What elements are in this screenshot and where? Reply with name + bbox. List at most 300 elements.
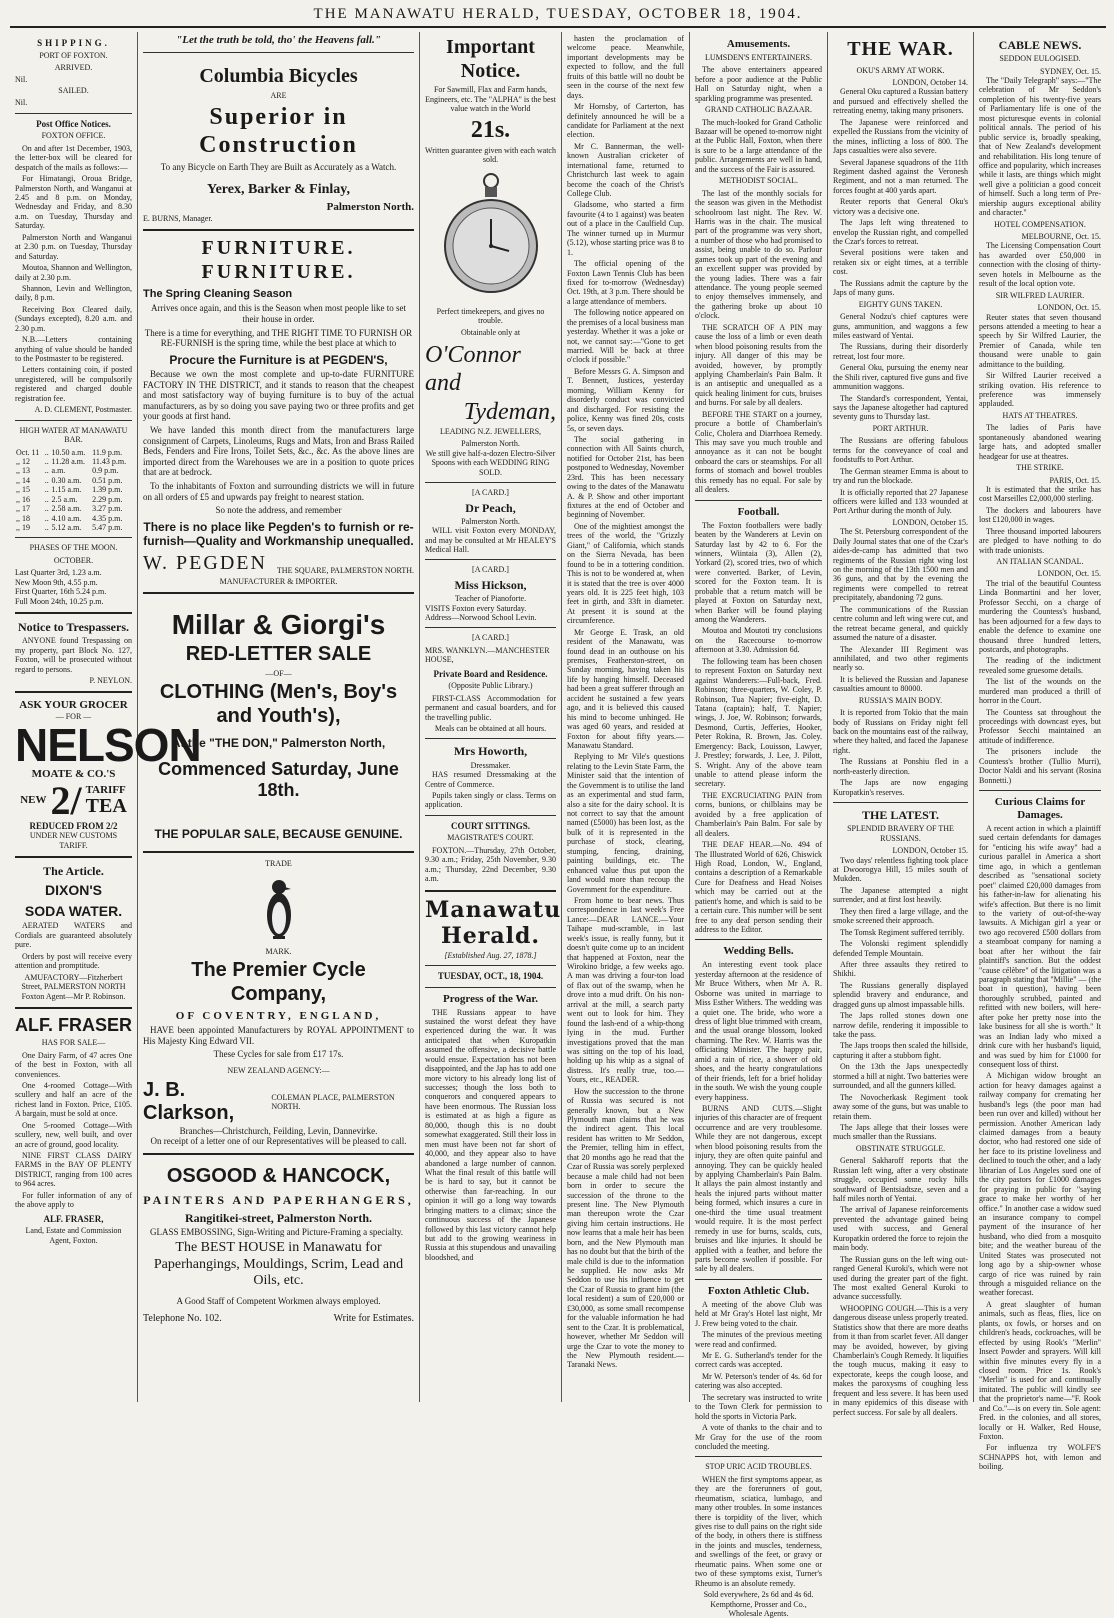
jewellers-line: LEADING N.Z. JEWELLERS, [425, 427, 556, 436]
news-item: Mr Hornsby, of Carterton, has definitely announced he will be a candidate for Parliament at the next election. [567, 102, 684, 140]
war-item: The Standard's correspondent, Yentai, says the Japanese altogether had captured seventy guns to Thursday last. [833, 394, 968, 422]
clarkson-name: J. B. Clarkson, [143, 1079, 271, 1126]
hotel-heading: HOTEL COMPENSATION. [979, 220, 1101, 229]
curious-text: A recent action in which a plaintiff sued certain defendants for damages for "enticing his wife away" had a curious parallel in America a short time ago, in which a gentleman described as "sensational society poet" claimed £20,000 damages from his father-in-law for alienating his wife's affection. But there is no limit to the variety of out-of-the-way lawsuits. A Michigan girl a year or two ago recovered £500 dollars from a steamboat company for naming a boat after her without the fair plaintiff's sanction. But the oddest "cause célèbre" of the litigation was a paragraph stating that "Millie" — (the boat in question), having been thoroughly scrubbed, painted and refitted with new boilers, will here-after poke her pretty nose into the lake business for all she is worth." It was an Indian lady who mixed a drink cure with her husband's liquid, and was sued by him for £1000 for consequent loss of thirst. [979, 824, 1101, 1069]
athletic-text: Mr W. Peterson's tender of 4s. 6d for catering was also accepted. [695, 1372, 822, 1391]
clarkson-branches: Branches—Christchurch, Feilding, Levin, Dannevirke. [143, 1126, 414, 1137]
curious-heading: Curious Claims for Damages. [979, 796, 1101, 822]
tide-cell: ,, 18 [15, 514, 44, 523]
post-text: Receiving Box Cleared daily, (Sundays excepted), 8.20 a.m. and 2.30 p.m. [15, 305, 132, 333]
tide-cell: 4.35 p.m. [91, 514, 132, 523]
column-1 [10, 32, 138, 1402]
tide-cell: ,, 19 [15, 523, 44, 532]
tide-cell: 10.50 a.m. [51, 448, 92, 457]
shipping-heading: SHIPPING. [15, 38, 132, 49]
tide-cell: 11.43 p.m. [91, 457, 132, 466]
cable-item: Three thousand imported labourers are pledged to have nothing to do with trade unionists. [979, 527, 1101, 555]
tide-cell: 0.9 p.m. [91, 466, 132, 475]
dateline: PARIS, Oct. 15. [979, 476, 1101, 485]
progress-text: THE Russians appear to have sustained the worst defeat they have experienced during the war. It was anticipated that when Kuropatkin assumed the offensive, a decisive battle would ensue. Expectation has not been disappointed, and the Jap has to add one more victory to his already long list of successes; though the loss both to conquerors and conquered appears to have been enormous. The Russian loss is estimated at as high a figure as 80,000, though this is no doubt somewhat exaggerated. Still their loss in men must have been not far short of 40,000, and they appear also to have abandoned a large number of cannon. What the final result of this battle will be is hard to say, but it cannot be otherwise than far-reaching. In our opinion it will go a long way towards bringing matters to a climax; since the continuous success of the Japanese followed by this last victory cannot help but add to the growing weariness in Russia at this stupendous and unavailing bloodshed, and [425, 1008, 556, 1263]
card-label: [A CARD.] [425, 633, 556, 642]
dateline: LONDON, Oct. 15. [979, 569, 1101, 578]
yerex-title: Yerex, Barker & Finlay, [143, 182, 414, 199]
dressmaker: Dressmaker. [425, 761, 556, 770]
news-item: One of the mightiest amongst the trees of the world, the "Grizzly Giant," of California, which stands on the Sierra Nevada, has been found to be in a tottering condition. This is not to be wondered at, when it is stated that the tree is over 4000 years old. It is 225 feet high, 103 feet in girth, and 33ft in diameter. At present it is sound at the circumference. [567, 522, 684, 626]
war-item: The Russians, during their disorderly retreat, lost four more. [833, 342, 968, 361]
tide-cell: Oct. 11 [15, 448, 44, 457]
tide-cell: 2.58 a.m. [51, 504, 92, 513]
uric-heading: STOP URIC ACID TROUBLES. [695, 1462, 822, 1471]
nelson-under: UNDER NEW CUSTOMS TARIFF. [15, 831, 132, 850]
stock-line: We still give half-a-dozen Electro-Silver Spoons with each WEDDING RING SOLD. [425, 449, 556, 477]
soda-orders: Orders by post will receive every attention and promptitude. [15, 952, 132, 971]
important-title: Important Notice. [425, 36, 556, 83]
cable-item: The Countess sat throughout the proceedings with downcast eyes, but Professor Secchi maintained an attitude of indifference. [979, 708, 1101, 746]
hickson-name: Miss Hickson, [425, 578, 556, 592]
post-text: On and after 1st December, 1903, the letter-box will be cleared for despatch of the mails as follows:— [15, 144, 132, 172]
tide-row [15, 485, 132, 494]
war-item: The German steamer Emma is about to try and run the blockade. [833, 467, 968, 486]
post-text: N.B.—Letters containing anything of value should be handed to the Postmaster to be registered. [15, 335, 132, 363]
foxton-office: FOXTON OFFICE. [15, 131, 132, 140]
war-item: General Oku, pursuing the enemy near the Shili river, captured five guns and five ammunition waggons. [833, 363, 968, 391]
war-heading: THE WAR. [833, 38, 968, 62]
dateline: LONDON, October 14. [833, 78, 968, 87]
glass-text: GLASS EMBOSSING, Sign-Writing and Picture-Framing a specialty. [143, 1227, 414, 1238]
established-line: [Established Aug. 27, 1878.] [425, 951, 556, 960]
spring-title: The Spring Cleaning Season [143, 288, 414, 301]
nelson-sub: MOATE & CO.'S [15, 768, 132, 781]
tide-cell: .. [44, 495, 51, 504]
tide-heading: HIGH WATER AT MANAWATU BAR. [15, 426, 132, 445]
fraser-item: One Dairy Farm, of 47 acres One of the best in Foxton, with all conveniences. [15, 1051, 132, 1079]
whooping-text: WHOOPING COUGH.—This is a very dangerous disease unless properly treated. Statistics show that there are more deaths from it than from scarlet fever. All danger may be avoided, however, by giving Chamberlain's Cough Remedy. It liquifies the tough mucus, making it easy to expectorate, keeps the cough loose, and makes the paroxysms of coughing less frequent and less severe. It has been used in many epidemics of this disease with perfect success. For sale by all dealers. [833, 1304, 968, 1417]
news-item: Replying to Mr Vile's questions relating to the Levin State Farm, the Minister said that the intention of the Government is to utilise the land as an experimental and stud farm, also a site for the dairy school. It is not correct to say that the amount named (£5000) has been lost, as the bulk of it is represented in the purchase of stock, clearing, stumping, fencing, draining, painting buildings, etc. The enhanced value thus put upon the land would more than recoup the Government for the expenditure. [567, 752, 684, 894]
howorth-text: HAS resumed Dressmaking at the Centre of Commerce. [425, 770, 556, 789]
clothing-title: CLOTHING (Men's, Boy's and Youth's), [143, 681, 414, 728]
tide-cell: 11.9 p.m. [91, 448, 132, 457]
news-item: The official opening of the Foxton Lawn Tennis Club has been fixed for to-morrow (Wednesday) Oct. 19th, at 3 p.m. There should be a large attendance of members. [567, 259, 684, 306]
war-item: The Japs are now engaging Kuropatkin's reserves. [833, 778, 968, 797]
athletic-text: The minutes of the previous meeting were read and confirmed. [695, 1330, 822, 1349]
tide-row [15, 448, 132, 457]
sailed-label: SAILED. [15, 86, 132, 95]
popular-line: THE POPULAR SALE, BECAUSE GENUINE. [143, 827, 414, 841]
war-item: The Japs rolled stones down one narrow defile, rendering it impossible to take the pass. [833, 1011, 968, 1039]
seddon-heading: SEDDON EULOGISED. [979, 54, 1101, 63]
italian-heading: AN ITALIAN SCANDAL. [979, 557, 1101, 566]
article-heading: The Article. [15, 864, 132, 878]
war-item: The Russians admit the capture by the Japs of many guns. [833, 279, 968, 298]
pegden-text: To the inhabitants of Foxton and surrounding districts we will in future on all orders of £5 and upwards pay freight to nearest station. [143, 481, 414, 502]
column-2 [138, 32, 420, 1402]
don-line: At the "THE DON," Palmerston North, [143, 736, 414, 750]
pupils-line: Pupils taken singly or class. Terms on application. [425, 791, 556, 810]
procure-line: Procure the Furniture is at PEGDEN'S, [143, 353, 414, 367]
war-item: The St. Petersburg correspondent of the Daily Journal states that one of the Czar's aides-de-camp has admitted that two regiments of the Russian right wing lost on the morning of the 13th 1500 men and 36 guns, and that by the evening the regiments were compelled to retreat precipitately, abandoning 72 guns. [833, 527, 968, 603]
commenced-line: Commenced Saturday, June 18th. [143, 759, 414, 801]
war-item: General Oku captured a Russian battery and pursued and effectively shelled the retreating enemy, taking many prisoners. [833, 87, 968, 115]
nelson-tea-ad [15, 699, 132, 850]
magistrate-heading: MAGISTRATE'S COURT. [425, 833, 556, 842]
osgood-title: OSGOOD & HANCOCK, [143, 1165, 414, 1189]
news-item: The following notice appeared on the premises of a local business man yesterday. Whether it was a joke or not, we cannot say:—"Gone to get married. Will be back at three o'clock if possible." [567, 308, 684, 365]
court-heading: COURT SITTINGS. [425, 821, 556, 832]
lumsden-heading: LUMSDEN'S ENTERTAINERS. [695, 53, 822, 62]
tide-cell: .. [44, 466, 51, 475]
war-item: Several Japanese squadrons of the 11th Regiment dashed against the Veronesh Regiment, and not a man returned. The forces fought at 400 yards apart. [833, 158, 968, 196]
pocket-watch-icon [425, 171, 556, 301]
penguin-trademark-icon [143, 873, 414, 943]
catholic-text: The much-looked for Grand Catholic Bazaar will be opened to-morrow night at the Public Hall, Foxton, when there is sure to be a large attendance of the public. Arrangements are well in hand, and the success of the Fair is assured. [695, 118, 822, 175]
jewellers-place: Palmerston North. [425, 439, 556, 448]
war-item: The Russians at Ponshiu fled in a north-easterly direction. [833, 757, 968, 776]
hickson-sub: Teacher of Pianoforte. [425, 594, 556, 603]
tide-cell: 11.28 a.m. [51, 457, 92, 466]
staff-line: A Good Staff of Competent Workmen always employed. [143, 1296, 414, 1307]
war-item: It is reported from Tokio that the main body of Russians on Friday night fell back on the mountains east of the railway, where they halted, and faced the Japanese right. [833, 708, 968, 755]
cable-item: The dockers and labourers have lost £120,000 in wages. [979, 506, 1101, 525]
tide-cell: ,, 17 [15, 504, 44, 513]
cable-item: Reuter states that seven thousand persons attended a meeting to hear a speech by Sir Wilfred Laurier, the Premier of Canada, while ten thousand were unable to gain admittance to the building. [979, 313, 1101, 370]
redletter-of: —OF— [143, 669, 414, 678]
trade-label: TRADE [143, 859, 414, 868]
athletic-text: Mr E. G. Sutherland's tender for the correct cards was accepted. [695, 1351, 822, 1370]
war-item: The Russian guns on the left wing out-ranged General Kuroki's, which were not used during the greater part of the fight. The most exalted General Kuroki to advance successfully. [833, 1255, 968, 1302]
burns-text: BURNS AND CUTS.—Slight injuries of this character are of frequent occurrence and are very troublesome. While they are not dangerous, except when blood poisoning results from the injury, they are often quite painful and annoying. They can be quickly healed by applying Chamberlain's Pain Balm. It allays the pain almost instantly and heals the injured parts without matter being formed, which insures a cure in one-third the time usual treatment would require. It is the most perfect remedy in use for burns, scalds, cuts, bruises and like injuries. It should be applied with a feather, and before the parts become swollen if possible. For sale by all dealers. [695, 1104, 822, 1274]
yerex-place: Palmerston North. [143, 201, 414, 214]
athletic-text: The secretary was instructed to write to the Town Clerk for permission to hold the sports in Victoria Park. [695, 1393, 822, 1421]
tide-row [15, 504, 132, 513]
tide-cell: 2.5 a.m. [51, 495, 92, 504]
guns-heading: EIGHTY GUNS TAKEN. [833, 300, 968, 309]
tide-cell: 3.27 p.m. [91, 504, 132, 513]
pegden-slogan: There is no place like Pegden's to furnish or re-furnish—Quality and Workmanship unequalled. [143, 520, 414, 548]
howorth-name: Mrs Howorth, [425, 744, 556, 758]
war-item: The Japanese were reinforced and expelled the Russians from the vicinity of the mines, inflicting a loss of 800. The Japs casualties were also severe. [833, 118, 968, 156]
lumsden-text: The above entertainers appeared before a poor audience at the Public Hall on Saturday night, when a sparkling programme was presented. [695, 65, 822, 103]
columbia-are: ARE [143, 91, 414, 100]
column-3 [420, 32, 562, 1402]
arthur-heading: PORT ARTHUR. [833, 424, 968, 433]
premier-title: The Premier Cycle Company, [143, 959, 414, 1006]
war-item: Several positions were taken and retaken six or eight times, at a terrible cost. [833, 248, 968, 276]
post-text: Shannon, Levin and Wellington, daily, 8 p.m. [15, 284, 132, 303]
column-6 [828, 32, 974, 1402]
uric-text: WHEN the first symptoms appear, as they are the forerunners of gout, rheumatism, sciatica, lumbago, and many other troubles. In some instances there is torpidity of the liver, which gives rise to dull pains on the right side of the body, in others there is stiffness in the joints and muscles, tenderness, and swellings of the feet, or gravy or rheumatic pains. When some one or two of these symptoms exist, Turner's Rheumo is an absolute remedy. [695, 1475, 822, 1588]
clarkson-address: COLEMAN PLACE, PALMERSTON NORTH. [271, 1093, 414, 1112]
dateline: LONDON, October 15. [833, 846, 968, 855]
watch-price: 21s. [425, 116, 556, 144]
tide-cell: .. [44, 448, 51, 457]
tide-cell: ,, 14 [15, 476, 44, 485]
cable-item: The trial of the beautiful Countess Linda Bonmartini and her lover, Professor Secchi, on a charge of murdering the Countess's husband, has been adjourned for a few days to enable the defence to examine one thousand three hundred letters, postcards, and photographs. [979, 579, 1101, 655]
tide-cell: .. [44, 457, 51, 466]
nelson-brand: NELSON [15, 722, 132, 768]
kemp-line: Kempthorne, Prosser and Co., Wholesale Agents. [695, 1600, 822, 1618]
important-text: For Sawmill, Flax and Farm hands, Engineers, etc. The "ALPHA" is the best value watch in the World [425, 85, 556, 113]
arrived-value: Nil. [15, 75, 132, 84]
trespass-heading: Notice to Trespassers. [15, 620, 132, 634]
moon-phase: Full Moon 24th, 10.25 p.m. [15, 597, 132, 606]
moon-phase: Last Quarter 3rd, 1.23 a.m. [15, 568, 132, 577]
athletic-text: A vote of thanks to the chair and to Mr Gray for the use of the room concluded the meeting. [695, 1423, 822, 1451]
spring-text: Arrives once again, and this is the Season when most people like to set their house in order. [143, 303, 414, 324]
tide-cell: 0.51 p.m. [91, 476, 132, 485]
post-text: For Himatangi, Oroua Bridge, Palmerston North, and Wanganui at 2.45 and 8 p.m. on Monday, Wednesday and Friday, and 8.30 a.m. on Tuesday, Thursday and Saturday. [15, 174, 132, 231]
tide-cell: ,, 13 [15, 466, 44, 475]
moon-heading: PHASES OF THE MOON. [15, 543, 132, 552]
cable-item: The "Daily Telegraph" says:—"The celebration of Mr Seddon's completion of his twenty-five years of Parliamentary life is one of the most picturesque events in colonial political annals. The period of his public service is, broadly speaking, that of New Zealand's development and rehabilitation. His long tenure of office and popularity, which increases while it lasts, are things which might well give a politician a good conceit of himself. Such a long term of Pre-miership augurs exceptional ability and character." [979, 76, 1101, 218]
fraser-item: One 5-roomed Cottage—With scullery, new, well built, and over an acre of ground, good locality. [15, 1121, 132, 1149]
soda-text: AERATED WATERS and Cordials are guaranteed absolutely pure. [15, 921, 132, 949]
tide-cell: .. [44, 514, 51, 523]
tide-cell: ,, 15 [15, 485, 44, 494]
football-heading: Football. [695, 506, 822, 519]
redletter-title: RED-LETTER SALE [143, 643, 414, 667]
war-item: The Alexander III Regiment was annihilated, and two other regiments nearly so. [833, 645, 968, 673]
tide-row [15, 457, 132, 466]
meals-line: Meals can be obtained at all hours. [425, 724, 556, 733]
scratch-text: THE SCRATCH OF A PIN may cause the loss of a limb or even death when blood poisoning results from the injury. All danger of this may be avoided, however, by promptly applying Chamberlain's Pain Balm. It is an antiseptic and unequalled as a quick healing liniment for cuts, bruises and burns. For sale by all dealers. [695, 323, 822, 408]
war-item: Reuter reports that General Oku's victory was a decisive one. [833, 197, 968, 216]
post-text: Palmerston North and Wanganui at 2.30 p.m. on Tuesday, Thursday and Saturday. [15, 233, 132, 261]
watch-guarantee: Written guarantee given with each watch sold. [425, 146, 556, 165]
news-item: The social gathering in connection with All Saints church, notified for October 21st, has been postponed to Wednesday, November 23rd. This has been necessary owing to the dates of the Manawatu A. & P. Show and other important fixtures at the end of October and beginning of November. [567, 435, 684, 520]
dateline: LONDON, Oct. 15. [979, 303, 1101, 312]
arrived-label: ARRIVED. [15, 63, 132, 72]
card-label: [A CARD.] [425, 565, 556, 574]
post-text: Letters containing coin, if posted unregistered, will be compulsorily registered and charged double registration fee. [15, 365, 132, 403]
tide-cell: .. [44, 476, 51, 485]
sold-line: Sold everywhere, 2s 6d and 4s 6d. [695, 1590, 822, 1599]
deaf-text: THE DEAF HEAR.—No. 494 of The Illustrated World of 626, Chiswick High Road, London, W., England, contains a description of a Remarkable Cure for Deafness and Head Noises which may be carried out at the patient's home, and which is said to be a certain cure. This number will be sent free to any deaf person sending their address to the Editor. [695, 840, 822, 934]
tide-table [15, 448, 132, 533]
tydeman-name: Tydeman, [425, 398, 556, 426]
port-heading: PORT OF FOXTON. [15, 51, 132, 60]
war-item: After three assaults they retired to Shikhi. [833, 960, 968, 979]
war-item: The Tomsk Regiment suffered terribly. [833, 928, 968, 937]
dateline: LONDON, October 15. [833, 518, 968, 527]
cable-item: Sir Wilfred Laurier received a striking ovation. His reference to preference was immensely applauded. [979, 371, 1101, 409]
soda-title: SODA WATER. [15, 903, 132, 920]
pegden-text: We have landed this month direct from the manufacturers large consignment of Carpets, Linoleums, Rugs and Mats, Iron and Brass Railed Beds, Fenders and Fire Irons, Toilet Sets, &c., &c. As the above lines are imported direct from the Warehouses we are in a position to quote prices that are at bedrock. [143, 425, 414, 478]
war-item: General Nodzu's chief captures were guns, ammunition, and waggons a few miles eastward of Yentai. [833, 312, 968, 340]
grocer-line: ASK YOUR GROCER [15, 699, 132, 712]
war-item: The Volonski regiment splendidly defended Temple Mountain. [833, 939, 968, 958]
premier-of: OF COVENTRY, ENGLAND, [143, 1010, 414, 1023]
fraser-item: For fuller information of any of the above apply to [15, 1191, 132, 1210]
fraser-end: Land, Estate and Commission Agent, Foxton. [15, 1226, 132, 1245]
column-7 [974, 32, 1106, 1402]
premier-text: These Cycles for sale from £17 17s. [143, 1049, 414, 1060]
motto: "Let the truth be told, tho' the Heavens fall." [143, 34, 414, 47]
news-item: Mr C. Bannerman, the well-known Australian cricketer of international fame, returned to Christchurch last week to again become the coach of the Christ's College Club. [567, 142, 684, 199]
superior-title: Superior in Construction [143, 103, 414, 160]
tide-cell: a.m. [51, 466, 92, 475]
war-item: The Japs left wing threatened to envelop the Russian right, and compelled the Czar's forces to retreat. [833, 218, 968, 246]
moon-lines [15, 568, 132, 606]
soda-address: AMUFACTORY—Fitzherbert Street, PALMERSTON NORTH [15, 973, 132, 992]
tide-cell: .. [44, 504, 51, 513]
tide-cell: 1.15 a.m. [51, 485, 92, 494]
nelson-tariff: TARIFF [86, 784, 126, 796]
millar-title: Millar & Giorgi's [143, 608, 414, 641]
tide-row [15, 514, 132, 523]
athletic-text: A meeting of the above Club was held at Mr Gray's Hotel last night, Mr J. Frew being voted to the chair. [695, 1300, 822, 1328]
methodist-text: The last of the monthly socials for the season was given in the Methodist schoolroom last night. The Rev. W. Harris was in the chair. The musical part of the programme was very short, a number of those who had promised to assist, being unable to do so. Parlour games took up part of the evening and an excellent supper was provided by the young ladies. There was a fair attendance. The young people seemed to enjoy themselves immensely, and the gathering broke up about 10 o'clock. [695, 189, 822, 321]
trespass-text: ANYONE found Trespassing on my property, part Block No. 127, Foxton, will be prosecuted without regard to persons. [15, 636, 132, 674]
private-board: Private Board and Residence. [425, 669, 556, 680]
tide-cell: .. [44, 485, 51, 494]
laurier-heading: SIR WILFRED LAURIER. [979, 291, 1101, 300]
hickson-text: VISITS Foxton every Saturday. [425, 604, 556, 613]
nz-agency: NEW ZEALAND AGENCY:— [143, 1066, 414, 1075]
war-item: The Novocherkask Regiment took away some of the guns, but was unable to retain them. [833, 1093, 968, 1121]
cable-item: It is estimated that the strike has cost Marseilles £2,000,000 sterling. [979, 485, 1101, 504]
tide-row [15, 476, 132, 485]
post-text: Moutoa, Shannon and Wellington, daily at 2.30 p.m. [15, 263, 132, 282]
pegden-text: So note the address, and remember [143, 505, 414, 516]
premier-text: HAVE been appointed Manufacturers by ROYAL APPOINTMENT to His Majesty King Edward VII. [143, 1025, 414, 1046]
amusements-heading: Amusements. [695, 38, 822, 51]
dateline: MELBOURNE, Oct. 15. [979, 232, 1101, 241]
cable-heading: CABLE NEWS. [979, 38, 1101, 52]
tide-row [15, 523, 132, 532]
football-text: The following team has been chosen to represent Foxton on Saturday next against Wanderers:—Full-back, Fred. Robinson; three-quarters, W. Coley, P. Robinson, Tua Napier; five-eight, D. Tatana (captain); half, T. Napier; wings, J. Joe, W. Robinson; forwards, Desmond, Curtis, Jefferies, Hooker, Peter Rokina, R. Brown, Jas. Coley. Emergency: Back, Louisson, Lawyer, J. Prestley; forwards, J. Lee, J. Pilott, S. Wright. Any of the above team unable to attend please inform the secretary. [695, 657, 822, 789]
dixon-title: DIXON'S [15, 882, 132, 899]
war-item: The Russians generally displayed splendid bravery and endurance, and dragged guns up almost impassable hills. [833, 981, 968, 1009]
bowel-text: BEFORE THE START on a journey, procure a bottle of Chamberlain's Colic, Cholera and Diarrhoea Remedy. This may save you much trouble and annoyance as it can not be bought onboard the cars or steamships. For all forms of stomach and bowel troubles this remedy has no equal. For sale by all dealers. [695, 410, 822, 495]
oconnor-name: O'Connor and [425, 341, 556, 398]
football-text: The Foxton footballers were badly beaten by the Wanderers at Levin on Saturday last by 42 to 6. For the winners, Wiintaia (3), Allen (2), Yorkard (2), scored tries, two of which were converted. Barker, of Levin, scored for the Foxton team. It is probable that a return match will be played at Foxton on Saturday next, when Barker will be found playing among the Wanderers. [695, 521, 822, 625]
curious-text: A Michigan widow brought an action for heavy damages against a railway company for cremating her husband's legs (the poor man had been run over and killed) without her permission. Another American lady claimed damages from a beauty doctor, who had restored one side of her face to its pristine loveliness and declined to touch the other, and a lady librarian of Los Angeles sued one of the city pastors for £1000 damages for praying in public for "saying grace to make her worthy of her office." In another case a widow sued an insurance company to compel payment of the insurance of her husband, who died from a mosquito bite; and the weather bureau of the United States was prosecuted not long ago by a ship-owner whose cargo of rice was ruined by rain through a misguided reliance on the weather forecast. [979, 1071, 1101, 1298]
rheum-text: THE EXCRUCIATING PAIN from corns, bunions, or chilblains may be avoided by a free application of Chamberlain's Pain Balm. For sale by all dealers. [695, 791, 822, 838]
tide-cell: 4.10 a.m. [51, 514, 92, 523]
peach-text: WILL visit Foxton every MONDAY, and may be consulted at Mr HEALEY'S Medical Hall. [425, 526, 556, 554]
progress-heading: Progress of the War. [425, 993, 556, 1006]
court-text: FOXTON.—Thursday, 27th October, 9.30 a.m.; Friday, 25th November, 9.30 a.m.; Thursday, 22nd December, 9.30 a.m. [425, 846, 556, 884]
tide-cell: 0.30 a.m. [51, 476, 92, 485]
war-item: They then fired a large village, and the smoke screened their approach. [833, 907, 968, 926]
pegden-name: W. PEGDEN [143, 552, 267, 576]
moon-phase: First Quarter, 16th 5.24 p.m. [15, 587, 132, 596]
splendid-heading: SPLENDID BRAVERY OF THE RUSSIANS. [833, 824, 968, 843]
painters-line: PAINTERS AND PAPERHANGERS, [143, 1193, 414, 1207]
trespass-sig: P. NEYLON. [15, 676, 132, 685]
sailed-value: Nil. [15, 98, 132, 107]
nelson-reduced: REDUCED FROM 2/2 [15, 821, 132, 832]
news-item: Gladsome, who started a firm favourite (4 to 1 against) was beaten out of a place in the Caulfield Cup. The winner turned up in Murmur (5.12), whose starting price was 8 to 1. [567, 200, 684, 257]
cable-item: The ladies of Paris have spontaneously abandoned wearing large hats, and adopted smaller headgear for use at theatres. [979, 423, 1101, 461]
column-5 [690, 32, 828, 1402]
obtainable: Obtainable only at [425, 328, 556, 337]
schnapps-text: For influenza try WOLFE'S SCHNAPPS hot, with lemon and boiling. [979, 1443, 1101, 1471]
football-text: Moutoa and Moutoti try conclusions on the Racecourse to-morrow afternoon at 3.30. Admission 6d. [695, 626, 822, 654]
nelson-new: NEW [20, 795, 46, 807]
yerex-manager: E. BURNS, Manager. [143, 214, 414, 223]
masthead: THE MANAWATU HERALD, TUESDAY, OCTOBER 18, 1904. [10, 6, 1106, 28]
cable-item: The prisoners include the Countess's brother (Tullio Murri), Doctor Naldi and his servant (Rosina Bonnetti.) [979, 747, 1101, 785]
fraser-has: HAS FOR SALE— [15, 1038, 132, 1047]
war-item: General Sakharoff reports that the Russian left wing, after a very obstinate struggle, occupied some rocky hills southward of Bentsiadtsze, seven and a half miles north of Yentai. [833, 1156, 968, 1203]
wedding-text: An interesting event took place yesterday afternoon at the residence of Mr Bruce Withers, when Mr A. R. Osborne was united in marriage to Miss Esther Withers. The wedding was a quiet one. The bride, who wore a dress of light blue trimmed with cream, and the usual orange blossom, looked charming. The Rev. W. Harris was the officiating Minister. The happy pair, amid a rain of rice, a shower of old shoes, and the hearty congratulations of their friends, left for a brief holiday in the south. We wish the young couple every happiness. [695, 960, 822, 1102]
oku-heading: OKU'S ARMY AT WORK. [833, 66, 968, 75]
spring-text: There is a time for everything, and THE RIGHT TIME TO FURNISH OR RE-FURNISH is the spring time, while the best place at which to [143, 328, 414, 349]
war-item: It is believed the Russian and Japanese casualties amount to 80000. [833, 675, 968, 694]
firstclass-text: FIRST-CLASS Accommodation for permanent and casual boarders, and for the travelling public. [425, 694, 556, 722]
grocer-for: — FOR — [15, 712, 132, 721]
war-item: The Russians are offering fabulous terms for the conveyance of coal and foodstuffs to Port Arthur. [833, 436, 968, 464]
soda-agent: Foxton Agent—Mr P. Robinson. [15, 992, 132, 1001]
tide-row [15, 495, 132, 504]
peach-place: Palmerston North. [425, 517, 556, 526]
nelson-tea: TEA [86, 795, 127, 817]
tide-cell: 5.47 p.m. [91, 523, 132, 532]
war-item: The communications of the Russian centre column and left wing were cut, and the retreat became general, and quickly assumed the nature of a disaster. [833, 605, 968, 643]
athletic-heading: Foxton Athletic Club. [695, 1285, 822, 1298]
peach-name: Dr Peach, [425, 501, 556, 515]
war-item: It is officially reported that 27 Japanese officers were killed and 133 wounded at Port Arthur during the month of July. [833, 488, 968, 516]
postmaster-sig: A. D. CLEMENT, Postmaster. [15, 405, 132, 414]
fraser-item: NINE FIRST CLASS DAIRY FARMS in the BAY OF PLENTY DISTRICT, ranging from 100 acres to 964 acres. [15, 1151, 132, 1189]
tide-cell: 1.39 p.m. [91, 485, 132, 494]
clarkson-receipt: On receipt of a letter one of our Representatives will be pleased to call. [143, 1136, 414, 1147]
fraser-title: ALF. FRASER [15, 1015, 132, 1036]
card-label: [A CARD.] [425, 488, 556, 497]
rangitikei-line: Rangitikei-street, Palmerston North. [143, 1211, 414, 1225]
hats-heading: HATS AT THEATRES. [979, 411, 1101, 420]
issue-date: TUESDAY, OCT., 18, 1904. [425, 971, 556, 982]
war-item: The arrival of Japanese reinforcements prevented the advantage gained being used with success, and General Kuropatkin ordered the force to rejoin the main body. [833, 1205, 968, 1252]
war-item: The Japanese attempted a night surrender, and at first lost heavily. [833, 886, 968, 905]
estimates: Write for Estimates. [334, 1313, 414, 1325]
news-item: Mr George E. Trask, an old resident of the Manawatu, was found dead in an outhouse on his premises, Featherston-street, on Sunday morning, having taken his life by hanging himself. Deceased had been a great sufferer through an accident he sustained a few years ago, and it is believed this caused his mind to become unhinged. He was aged 60 years, and resided at Foxton for about fifty years.—Manawatu Standard. [567, 628, 684, 751]
fraser-sig: ALF. FRASER, [15, 1214, 132, 1225]
opposite-line: (Opposite Public Library.) [425, 681, 556, 690]
herald-masthead: Manawatu Herald. [425, 898, 556, 950]
nelson-price: 2/ [51, 781, 82, 821]
wedding-heading: Wedding Bells. [695, 945, 822, 958]
moon-month: OCTOBER. [15, 556, 132, 565]
news-item: How the succession to the throne of Russia was secured is not generally known, but a New Plymouth man claims that he was the indirect agent. This local resident has written to Mr Seddon, the Premier, telling him in effect, that 20 months ago he read that the Czar of Russia was sorely perplexed because a male child had not been born in order to secure the succession of the throne to the present line. The New Plymouth man thereupon wrote the Czar giving him certain instructions. He now learns that a male heir has been born, and the New Plymouth man has no doubt but that the birth of the male child is due to the information he supplied. He now asks Mr Seddon to use his influence to get the Czar of Russia to grant him (the local resident) a sum of £20,000 or £30,000, as some small recompense for the valuable information he had sent to the Czar. It is problematical, however, whether Mr Seddon will urge the Czar to vote the money to the New Plymouth resident.—Taranaki News. [567, 1087, 684, 1370]
methodist-heading: METHODIST SOCIAL. [695, 176, 822, 185]
perfect-line: Perfect timekeepers, and gives no trouble. [425, 307, 556, 326]
pegden-text: Because we own the most complete and up-to-date FURNITURE FACTORY IN THE DISTRICT, and it stands to reason that the cheapest and most satisfactory way of buying furniture is to buy of the actual manufacturers, as by so doing you save paying two or three profits and get your goods at first hand. [143, 369, 414, 422]
pegden-address: THE SQUARE, PALMERSTON NORTH. [277, 566, 414, 575]
hickson-address: Address—Norwood School Levin. [425, 613, 556, 622]
war-item: On the 13th the Japs unexpectedly stormed a hill at night. Two batteries were surrounded, and all the gunners killed. [833, 1062, 968, 1090]
tide-row [15, 466, 132, 475]
tide-cell: 5.12 a.m. [51, 523, 92, 532]
column-4 [562, 32, 690, 1402]
post-office-heading: Post Office Notices. [15, 119, 132, 130]
columbia-title: Columbia Bicycles [143, 65, 414, 89]
war-item: Two days' relentless fighting took place at Dwoorogya Hill, 15 miles south of Mukden. [833, 856, 968, 884]
catholic-heading: GRAND CATHOLIC BAZAAR. [695, 105, 822, 114]
news-item: Before Messrs G. A. Simpson and T. Bennett, Justices, yesterday morning, William Kenny for disorderly conduct was convicted and discharged. For resisting the police, Kenny was fined 20s, costs 5s, or seven days. [567, 367, 684, 433]
furniture-title: FURNITURE. FURNITURE. [143, 237, 414, 284]
obstinate-heading: OBSTINATE STRUGGLE. [833, 1144, 968, 1153]
columns [10, 32, 1106, 1402]
tide-cell: ,, 16 [15, 495, 44, 504]
news-item: From home to bear news. Thus correspondence in last week's Free Lance:—DEAR LANCE.—Your Taihape mud-scramble, in last week's issue, is really funny, but it doesn't quite come up to an incident that happened at Foxton, near the Wirokino bridge, a few weeks ago. A man was driving a four-ton load of flax out of the swamp, when he drove into a mud drift. On his non-arrival at the mill, a search party went out to look for him. They found the lash-end of a whip-thong lying in the mud. Further investigations proved that the man was sitting on the top of his load, holding up his whip as a signal of distress. It's really true, too.—Yours, etc., READER. [567, 896, 684, 1085]
fraser-item: One 4-roomed Cottage—With scullery and half an acre of the richest land in Foxton. Price, £105. A bargain, must be sold at once. [15, 1081, 132, 1119]
news-item: hasten the proclamation of welcome peace. Meanwhile, important developments may be expected to follow, and the full fruits of this battle will no doubt be seen in the course of the next few days. [567, 34, 684, 100]
war-item: The Japs allege that their losses were much smaller than the Russians. [833, 1123, 968, 1142]
war-item: The Japs troops then scaled the hillside, capturing it after a stubborn fight. [833, 1041, 968, 1060]
pegden-role: MANUFACTURER & IMPORTER. [143, 577, 414, 586]
